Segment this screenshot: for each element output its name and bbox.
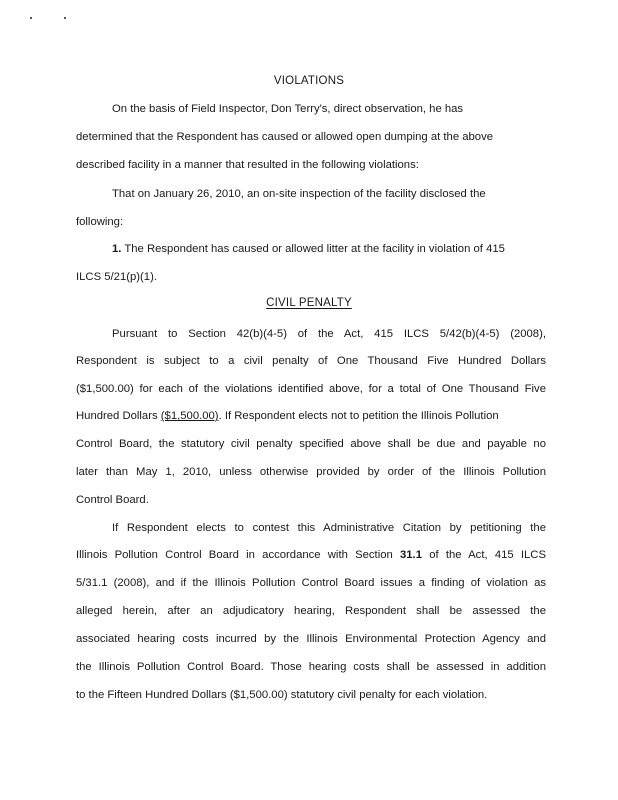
penalty-para2-line2-end: of the Act, 415 ILCS xyxy=(429,549,546,561)
violation-item-1 xyxy=(112,242,505,256)
violation-item-text: The Respondent has caused or allowed litter at the facility in violation of 415 xyxy=(124,243,505,255)
violations-para2-line1: That on January 26, 2010, an on-site inspection of the facility disclosed the xyxy=(112,188,486,200)
penalty-para2-line3: 5/31.1 (2008), and if the Illinois Pollution Control Board issues a finding of violation as xyxy=(76,577,546,589)
penalty-para2-line4: alleged herein, after an adjudicatory hearing, Respondent shall be assessed the xyxy=(76,605,546,617)
penalty-para1-line3: ($1,500.00) for each of the violations identified above, for a total of One Thousand Five xyxy=(76,383,546,395)
penalty-para1-line4 xyxy=(76,409,499,423)
penalty-para1-line1: Pursuant to Section 42(b)(4-5) of the Act, 415 ILCS 5/42(b)(4-5) (2008), xyxy=(112,328,546,340)
scan-speck xyxy=(30,17,32,19)
civil-penalty-heading: CIVIL PENALTY xyxy=(266,297,352,309)
penalty-para1-line5: Control Board, the statutory civil penalty specified above shall be due and payable no xyxy=(76,438,546,450)
scan-speck xyxy=(64,17,66,19)
penalty-para2-line6: the Illinois Pollution Control Board. Those hearing costs shall be assessed in addition xyxy=(76,661,546,673)
penalty-para2-line1: If Respondent elects to contest this Administrative Citation by petitioning the xyxy=(112,522,546,534)
section-number: 31.1 xyxy=(399,549,422,561)
penalty-para1-line2: Respondent is subject to a civil penalty of One Thousand Five Hundred Dollars xyxy=(76,355,546,367)
penalty-para2-line7: to the Fifteen Hundred Dollars ($1,500.00) statutory civil penalty for each violation. xyxy=(76,689,488,701)
violations-para1-line3: described facility in a manner that resulted in the following violations: xyxy=(76,159,419,171)
penalty-para2-line2 xyxy=(76,548,546,562)
violation-item-1-line2: ILCS 5/21(p)(1). xyxy=(76,271,157,283)
penalty-para1-line7: Control Board. xyxy=(76,494,149,506)
violations-para1-line1: On the basis of Field Inspector, Don Terry's, direct observation, he has xyxy=(112,103,464,115)
penalty-total-amount: ($1,500.00) xyxy=(160,410,219,422)
penalty-para2-line2-start: Illinois Pollution Control Board in accordance with Section xyxy=(76,549,393,561)
violation-item-number: 1. xyxy=(112,243,122,255)
violations-para2-line2: following: xyxy=(76,216,124,228)
penalty-line4-start: Hundred Dollars xyxy=(76,410,158,422)
penalty-para2-line5: associated hearing costs incurred by the Illinois Environmental Protection Agency and xyxy=(76,633,546,645)
violations-para1-line2: determined that the Respondent has caused or allowed open dumping at the above xyxy=(76,131,494,143)
penalty-para1-line6: later than May 1, 2010, unless otherwise provided by order of the Illinois Pollution xyxy=(76,466,546,478)
penalty-line4-end: . If Respondent elects not to petition the Illinois Pollution xyxy=(218,410,499,422)
violations-heading: VIOLATIONS xyxy=(273,75,345,87)
